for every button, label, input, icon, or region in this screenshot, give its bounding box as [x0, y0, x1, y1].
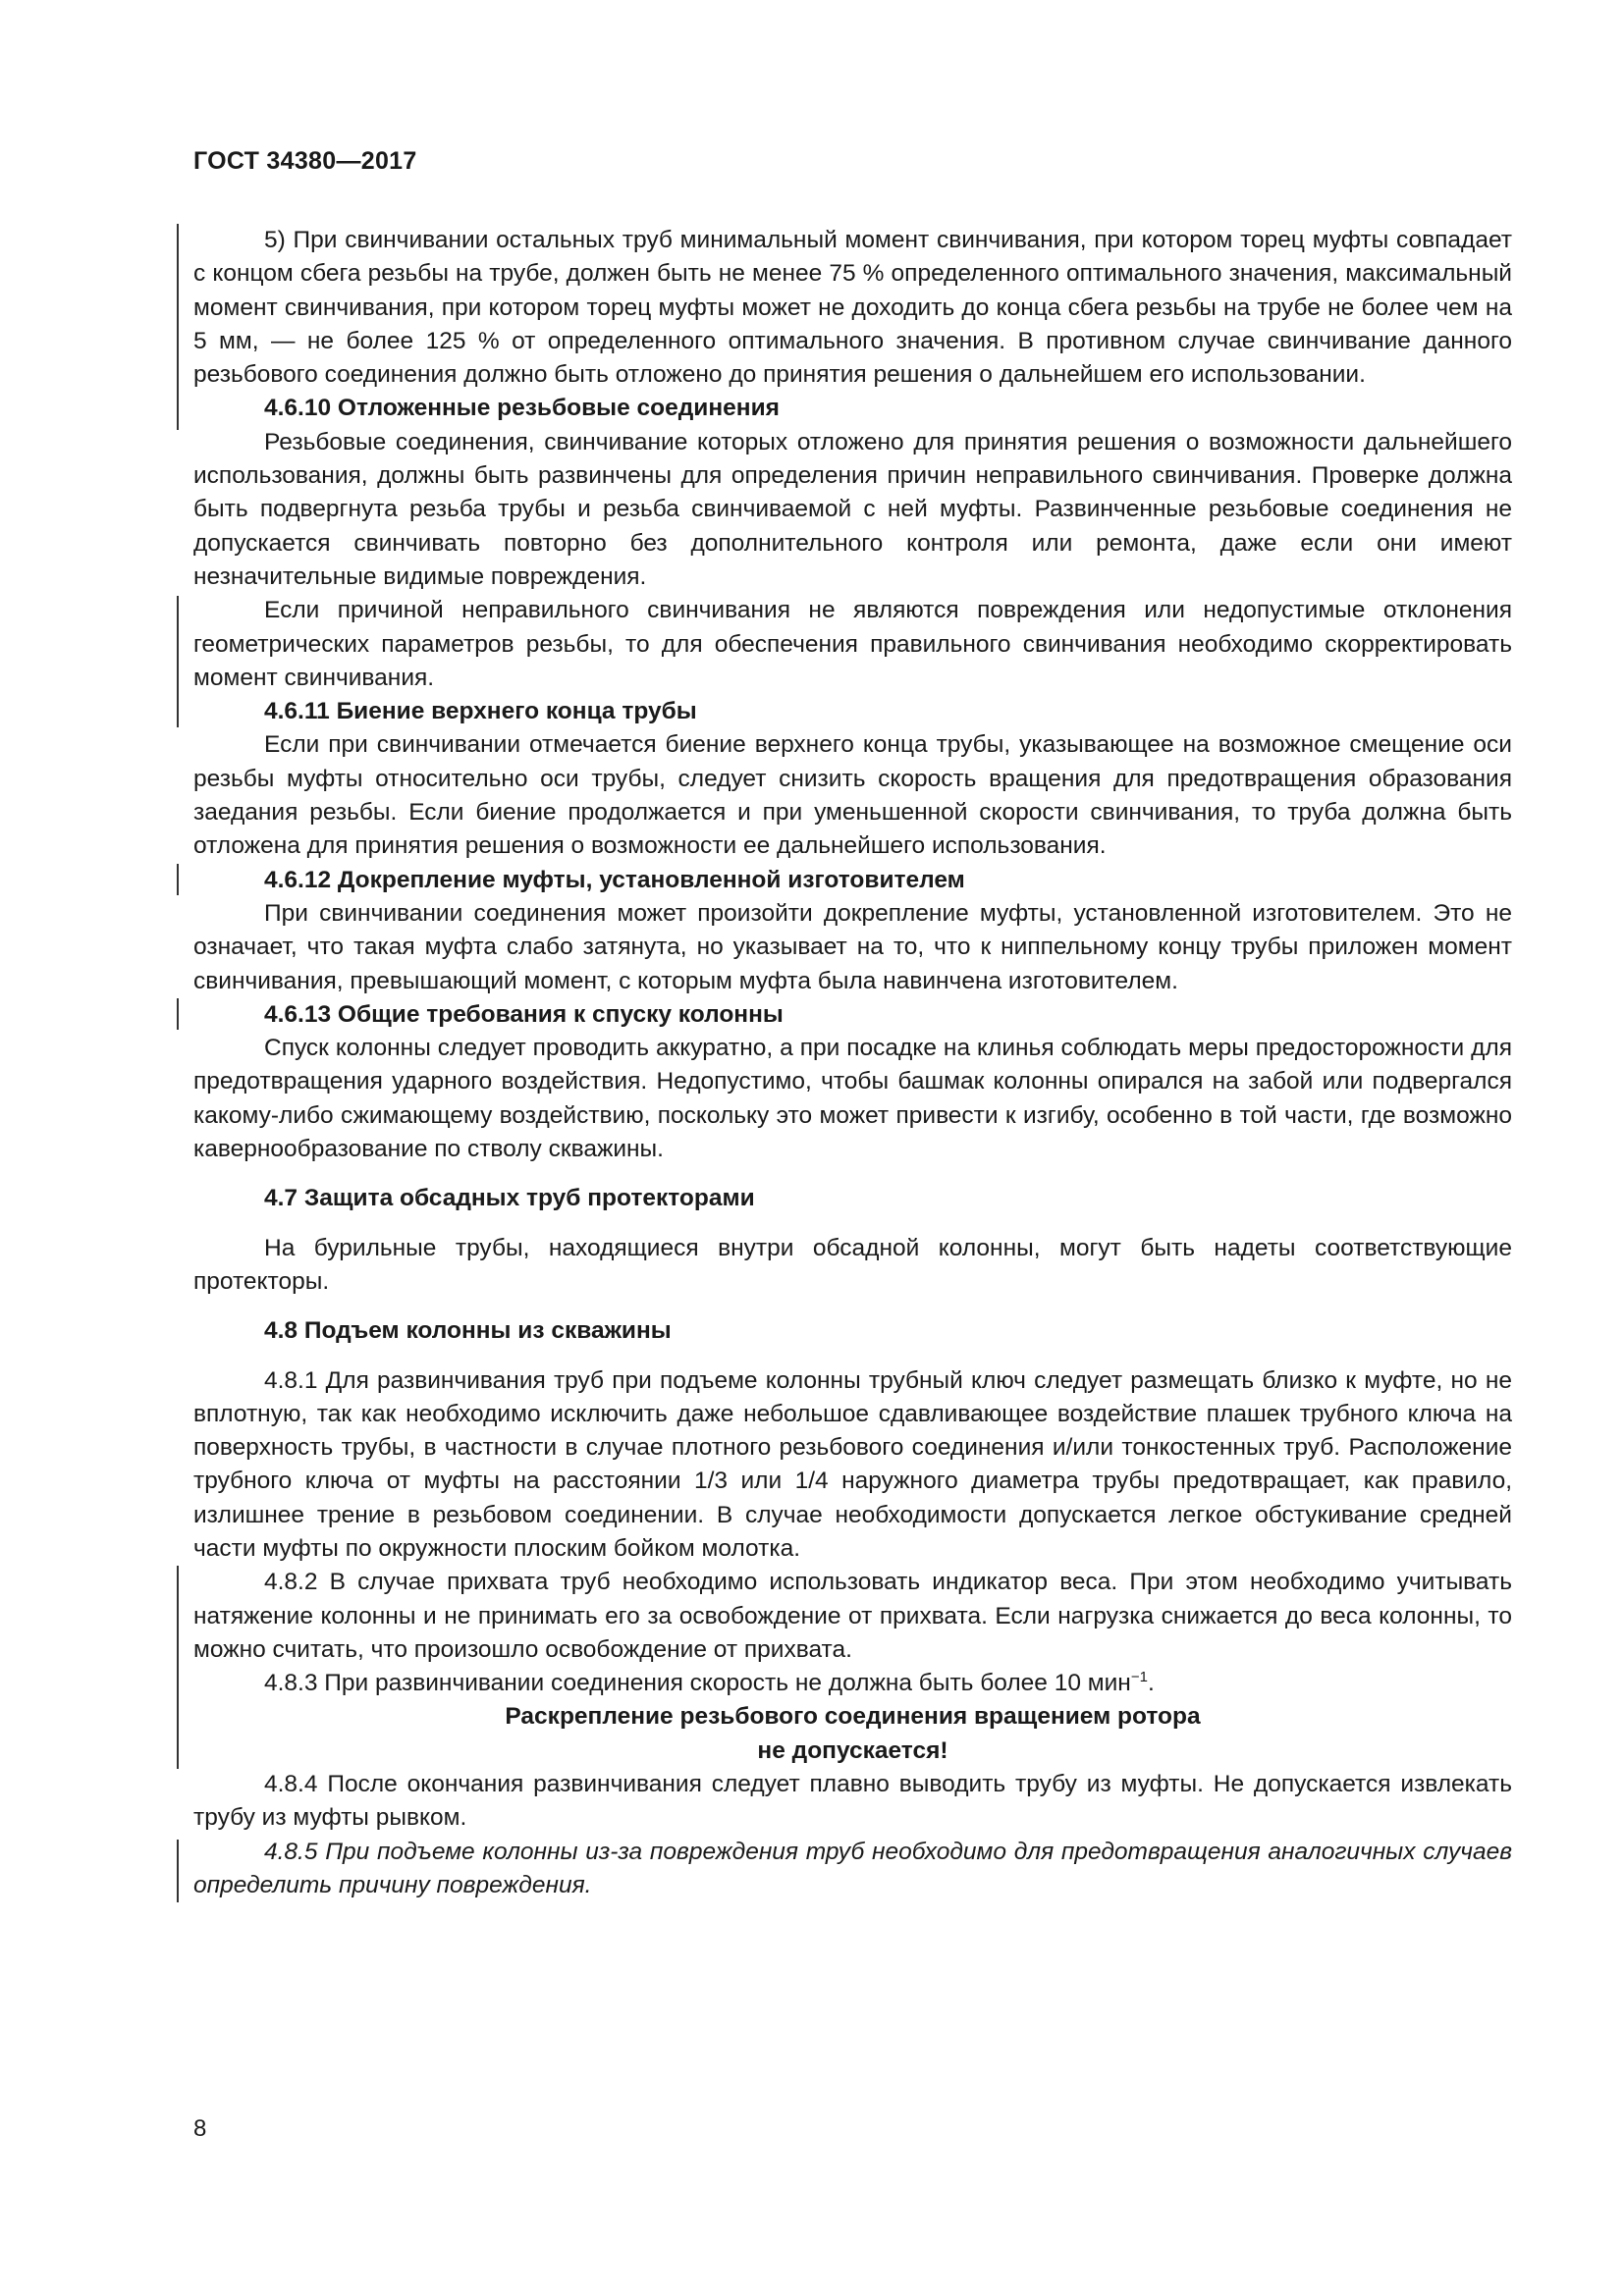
change-bar [177, 1566, 179, 1769]
change-bar [177, 224, 179, 430]
paragraph-text: Если причиной неправильного свинчивания не являются повреждения или недопустимые отклонения геометрических параметров резьбы, то для обеспечения правильного свинчивания необходимо скорректировать момент свинчивания. [193, 597, 1512, 691]
change-bar [177, 864, 179, 895]
paragraph-text: 5) При свинчивании остальных труб минимальный момент свинчивания, при котором торец муфты совпадает с концом сбега резьбы на трубе, должен быть не менее 75 % определенного оптимального значения, максимальный момент свинчивания, при котором торец муфты может не доходить до конца сбега резьбы на трубе не более чем на 5 мм, — не более 125 % от определенного оптимального значения. В противном случае свинчивание данного резьбового соединения должно быть отложено до принятия решения о дальнейшем его использовании. [193, 227, 1512, 389]
heading-4-6-13 [193, 998, 1512, 1032]
paragraph-4-6-10-a: Резьбовые соединения, свинчивание которых отложено для принятия решения о возможности дальнейшего использования, должны быть развинчены для определения причин неправильного свинчивания. Проверке должна быть подвергнута резьба трубы и резьба свинчиваемой с ней муфты. Развинченные резьбовые соединения не допускается свинчивать повторно без дополнительного контроля или ремонта, даже если они имеют незначительные видимые повреждения. [193, 428, 1512, 590]
paragraph-4-6-13: Спуск колонны следует проводить аккуратно, а при посадке на клинья соблюдать меры предосторожности для предотвращения ударного воздействия. Недопустимо, чтобы башмак колонны опирался на забой или подвергался какому-либо сжимающему воздействию, поскольку это может привести к изгибу, особенно в той части, где возможно кавернообразование по стволу скважины. [193, 1035, 1512, 1163]
page-number: 8 [193, 2115, 207, 2142]
heading-4-8: 4.8 Подъем колонны из скважины [264, 1317, 672, 1345]
warning-line-1: Раскрепление резьбового соединения вращением ротора [505, 1703, 1201, 1731]
heading-4-6-11: 4.6.11 Биение верхнего конца трубы [264, 698, 697, 725]
change-bar [177, 998, 179, 1030]
paragraph-4-8-3 [193, 1667, 1512, 1700]
paragraph-4-8-2 [193, 1566, 1512, 1667]
paragraph-text: 4.8.2 В случае прихвата труб необходимо использовать индикатор веса. При этом необходимо учитывать натяжение колонны и не принимать его за освобождение от прихвата. Если нагрузка снижается до веса колонны, то можно считать, что произошло освобождение от прихвата. [193, 1569, 1512, 1663]
paragraph-4-7: На бурильные трубы, находящиеся внутри обсадной колонны, могут быть надеты соответствующие протекторы. [193, 1234, 1512, 1295]
superscript: −1 [1130, 1669, 1148, 1686]
heading-4-7: 4.7 Защита обсадных труб протекторами [264, 1185, 755, 1212]
paragraph-text: 4.8.3 При развинчивании соединения скорость не должна быть более 10 мин [264, 1670, 1131, 1697]
document-body [193, 224, 1512, 1902]
heading-text: 4.6.12 Докрепление муфты, установленной изготовителем [264, 866, 965, 893]
paragraph-4-8-5 [193, 1836, 1512, 1903]
paragraph-item-5 [193, 224, 1512, 392]
change-bar [177, 596, 179, 727]
heading-4-6-10: 4.6.10 Отложенные резьбовые соединения [264, 395, 780, 422]
heading-4-6-12 [193, 864, 1512, 897]
paragraph-4-8-1: 4.8.1 Для развинчивания труб при подъеме колонны трубный ключ следует размещать близко к муфте, но не вплотную, так как необходимо исключить даже небольшое сдавливающее воздействие плашек трубного ключа на поверхность трубы, в частности в случае плотного резьбового соединения и/или тонкостенных труб. Расположение трубного ключа от муфты на расстоянии 1/3 или 1/4 наружного диаметра трубы предотвращает, как правило, излишнее трение в резьбовом соединении. В случае необходимости допускается легкое обстукивание средней части муфты по окружности плоским бойком молотка. [193, 1366, 1512, 1562]
change-bar [177, 1840, 179, 1902]
document-header: ГОСТ 34380—2017 [193, 147, 417, 175]
paragraph-4-8-4: 4.8.4 После окончания развинчивания следует плавно выводить трубу из муфты. Не допускается извлекать трубу из муфты рывком. [193, 1771, 1512, 1832]
paragraph-text: 4.8.5 При подъеме колонны из-за повреждения труб необходимо для предотвращения аналогичных случаев определить причину повреждения. [193, 1838, 1512, 1898]
paragraph-4-6-11: Если при свинчивании отмечается биение верхнего конца трубы, указывающее на возможное смещение оси резьбы муфты относительно оси трубы, следует снизить скорость вращения для предотвращения образования заедания резьбы. Если биение продолжается и при уменьшенной скорости свинчивания, то труба должна быть отложена для принятия решения о возможности ее дальнейшего использования. [193, 731, 1512, 860]
paragraph-4-6-12: При свинчивании соединения может произойти докрепление муфты, установленной изготовителем. Это не означает, что такая муфта слабо затянута, но указывает на то, что к ниппельному концу трубы приложен момент свинчивания, превышающий момент, с которым муфта была навинчена изготовителем. [193, 899, 1512, 994]
paragraph-4-6-10-b [193, 594, 1512, 695]
paragraph-end: . [1147, 1670, 1155, 1697]
warning-line-2: не допускается! [757, 1736, 948, 1764]
heading-text: 4.6.13 Общие требования к спуску колонны [264, 1000, 784, 1028]
